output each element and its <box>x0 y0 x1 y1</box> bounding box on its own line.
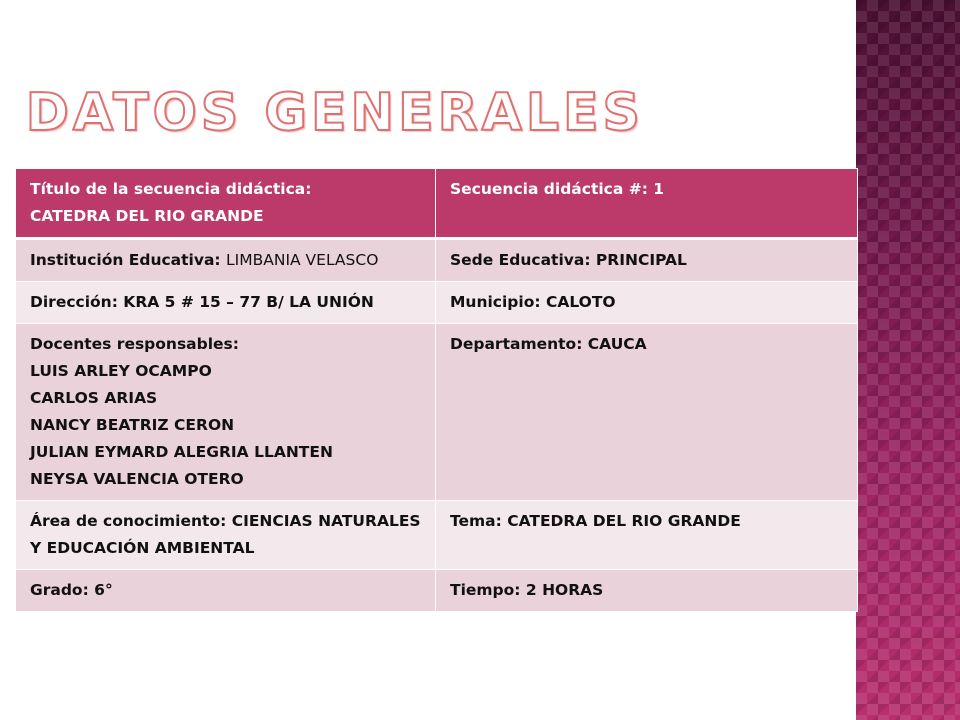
cell-value: CATEDRA DEL RIO GRANDE <box>30 207 264 225</box>
decorative-side-panel <box>856 0 960 720</box>
table-row <box>16 239 858 282</box>
teacher-name: NEYSA VALENCIA OTERO <box>30 470 244 488</box>
cell-label: Docentes responsables: <box>30 335 239 353</box>
table-cell: Grado: 6° <box>16 570 436 612</box>
cell-label: Institución Educativa: <box>30 251 221 269</box>
table-cell <box>16 324 436 501</box>
table-row <box>16 324 858 501</box>
table-cell <box>16 169 436 239</box>
teacher-name: CARLOS ARIAS <box>30 389 158 407</box>
table-cell: Departamento: CAUCA <box>436 324 858 501</box>
table-cell: Área de conocimiento: CIENCIAS NATURALES Y EDUCACIÓN AMBIENTAL <box>16 501 436 570</box>
teacher-name: NANCY BEATRIZ CERON <box>30 416 235 434</box>
table-cell <box>16 239 436 282</box>
table-cell: Sede Educativa: PRINCIPAL <box>436 239 858 282</box>
table-cell: Dirección: KRA 5 # 15 – 77 B/ LA UNIÓN <box>16 282 436 324</box>
table-cell: Secuencia didáctica #: 1 <box>436 169 858 239</box>
table-row <box>16 169 858 239</box>
table-cell: Tema: CATEDRA DEL RIO GRANDE <box>436 501 858 570</box>
table-cell: Municipio: CALOTO <box>436 282 858 324</box>
page-title: DATOS GENERALES <box>25 83 644 143</box>
cell-label: Título de la secuencia didáctica: <box>30 180 312 198</box>
cell-value: LIMBANIA VELASCO <box>226 251 379 269</box>
general-data-table <box>15 168 858 612</box>
teacher-name: JULIAN EYMARD ALEGRIA LLANTEN <box>30 443 333 461</box>
table-cell: Tiempo: 2 HORAS <box>436 570 858 612</box>
table-row <box>16 501 858 570</box>
table-row <box>16 282 858 324</box>
teacher-name: LUIS ARLEY OCAMPO <box>30 362 212 380</box>
table-row <box>16 570 858 612</box>
